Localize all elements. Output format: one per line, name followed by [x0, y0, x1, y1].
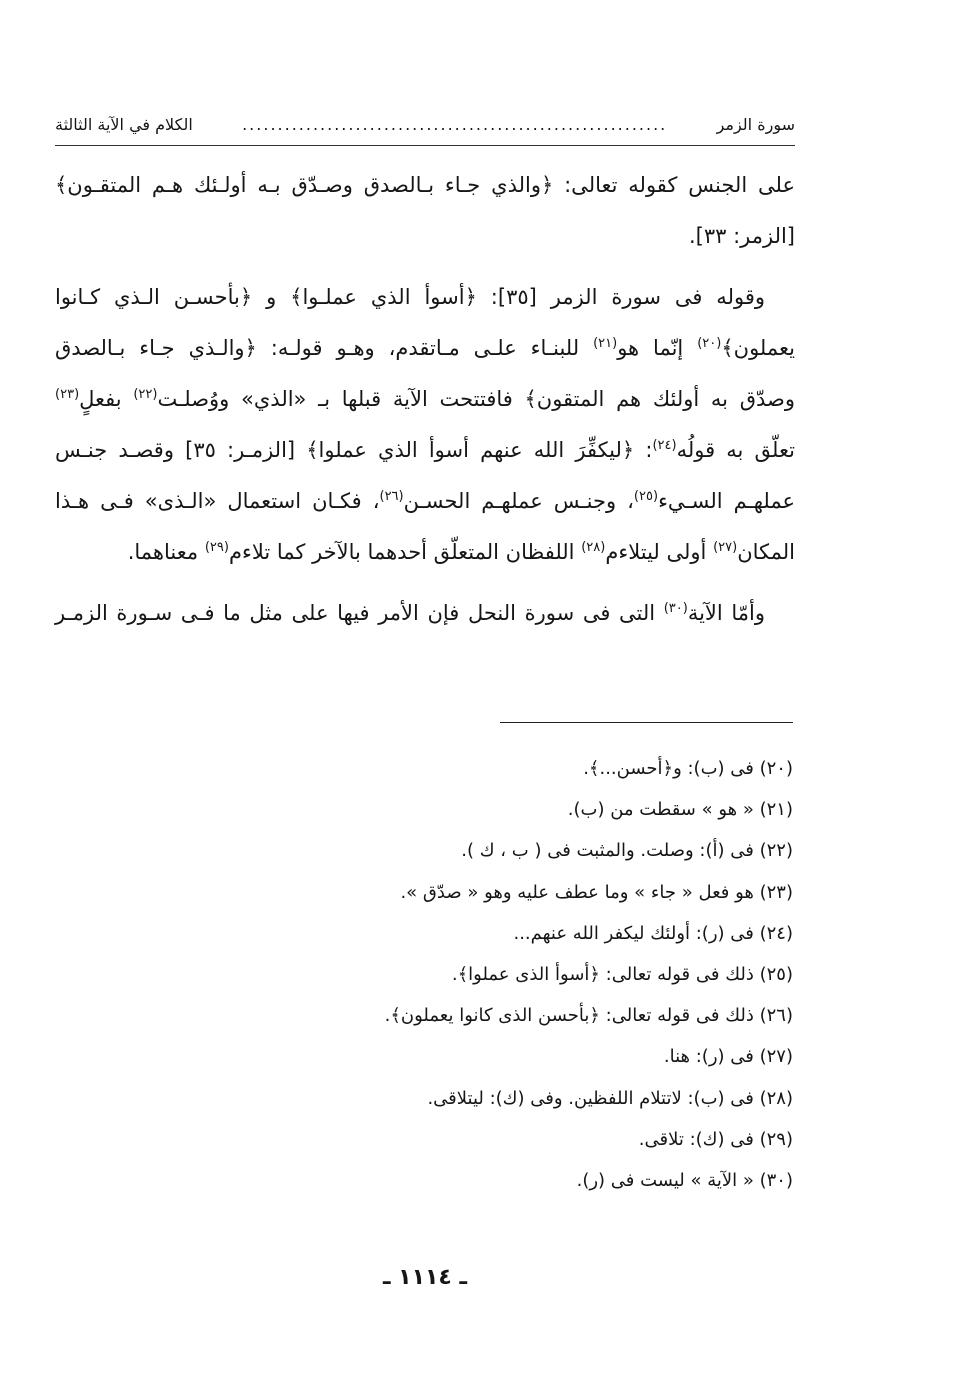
text-line: تعلّق به قولُه$^{(٢٤)}$: ﴿ليكفِّرَ الله عنهم أسوأ الذي عملوا﴾ [الزمـر: ٣٥] وقصـد جنـس [55, 438, 795, 462]
footnote-item: (٣٠) « الآية » ليست فى (ر). [576, 1170, 793, 1192]
footnote-item: (٢٨) فى (ب): لاتتلام اللفظين. وفى (ك): ليتلاقى. [427, 1087, 793, 1109]
footnote-ref: (٢٧) [713, 540, 738, 556]
footnote-ref: (٢٤) [652, 438, 677, 454]
footnote-item: (٢٦) ذلك فى قوله تعالى: ﴿بأحسن الذى كانوا يعملون﴾. [384, 1005, 793, 1027]
footnote-item: (٢٧) فى (ر): هنا. [663, 1046, 793, 1068]
header-dot-leader: ............................................................ [242, 115, 668, 134]
text-line: [الزمر: ٣٣]. [688, 224, 795, 248]
footnote-ref: (٢٢) [133, 387, 158, 403]
footnote-ref: (٢٥) [633, 489, 659, 505]
footnote-ref: (٢٩) [204, 540, 229, 556]
text-line: يعملون﴾$^{(٢٠)}$ إنّما هو$^{(٢١)}$ للبنـاء علـى مـاتقدم، وهـو قولـه: ﴿والـذي جـاء بـالصدق [55, 336, 795, 360]
text-line: المكان$^{(٢٧)}$ أولى ليتلاءم$^{(٢٨)}$ اللفظان المتعلّق أحدهما بالآخر كما تلاءم$^{(٢٩)}$ معناهما. [127, 540, 795, 564]
footnote-separator [500, 722, 793, 723]
footnotes [55, 748, 793, 1201]
running-header [55, 108, 795, 142]
footnote-item: (٢١) « هو » سقطت من (ب). [567, 799, 793, 821]
main-text [55, 160, 795, 639]
footnote-item: (٢٩) فى (ك): تلاقى. [638, 1128, 793, 1150]
paragraph [55, 272, 795, 578]
paragraph [55, 160, 795, 262]
footnote-ref: (٢٨) [581, 540, 606, 556]
text-line: عملهـم السـيء$^{(٢٥)}$، وجنـس عملهـم الحسـن$^{(٢٦)}$، فكـان استعمال «الـذى» فـى هـذا [55, 489, 796, 513]
footnote-ref: (٢٠) [697, 336, 722, 352]
footnote-item: (٢٠) فى (ب): و﴿أحسن...﴾. [583, 758, 793, 779]
text-line: وصدّق به أولئك هم المتقون﴾ فافتتحت الآية قبلها بـ «الذي» ووُصلـت$^{(٢٢)}$ بفعلٍ$^{(٢٣)}$ [55, 387, 795, 411]
text-line: على الجنس كقوله تعالى: ﴿والذي جـاء بـالصدق وصـدّق بـه أولـئك هـم المتقـون﴾ [55, 173, 795, 197]
header-surah-title: سورة الزمر [716, 115, 795, 134]
text-line: وقوله فى سورة الزمر [٣٥]: ﴿أسوأ الذي عملـوا﴾ و ﴿بأحسـن الـذي كـانوا [55, 285, 765, 309]
footnote-ref: (٣٠) [663, 601, 688, 617]
footnote-ref: (٢٣) [55, 387, 80, 403]
header-rule [55, 145, 795, 146]
footnote-item: (٢٣) هو فعل « جاء » وما عطف عليه وهو « صدّق ». [400, 881, 793, 903]
footnote-item: (٢٥) ذلك فى قوله تعالى: ﴿أسوأ الذى عملوا﴾. [451, 964, 793, 986]
footnote-item: (٢٤) فى (ر): أولئك ليكفر الله عنهم... [513, 922, 793, 944]
footnote-item: (٢٢) فى (أ): وصلت. والمثبت فى ( ب ، ك ). [461, 840, 793, 862]
page-number: ـ ١١١٤ ـ [382, 1265, 468, 1290]
header-section-title: الكلام في الآية الثالثة [55, 115, 193, 134]
text-line: وأمّا الآية$^{(٣٠)}$ التى فى سورة النحل فإن الأمر فيها على مثل ما فـى سـورة الزمـر [55, 601, 765, 625]
footnote-ref: (٢١) [593, 336, 618, 352]
paragraph [55, 588, 795, 639]
footnote-ref: (٢٦) [379, 489, 404, 505]
